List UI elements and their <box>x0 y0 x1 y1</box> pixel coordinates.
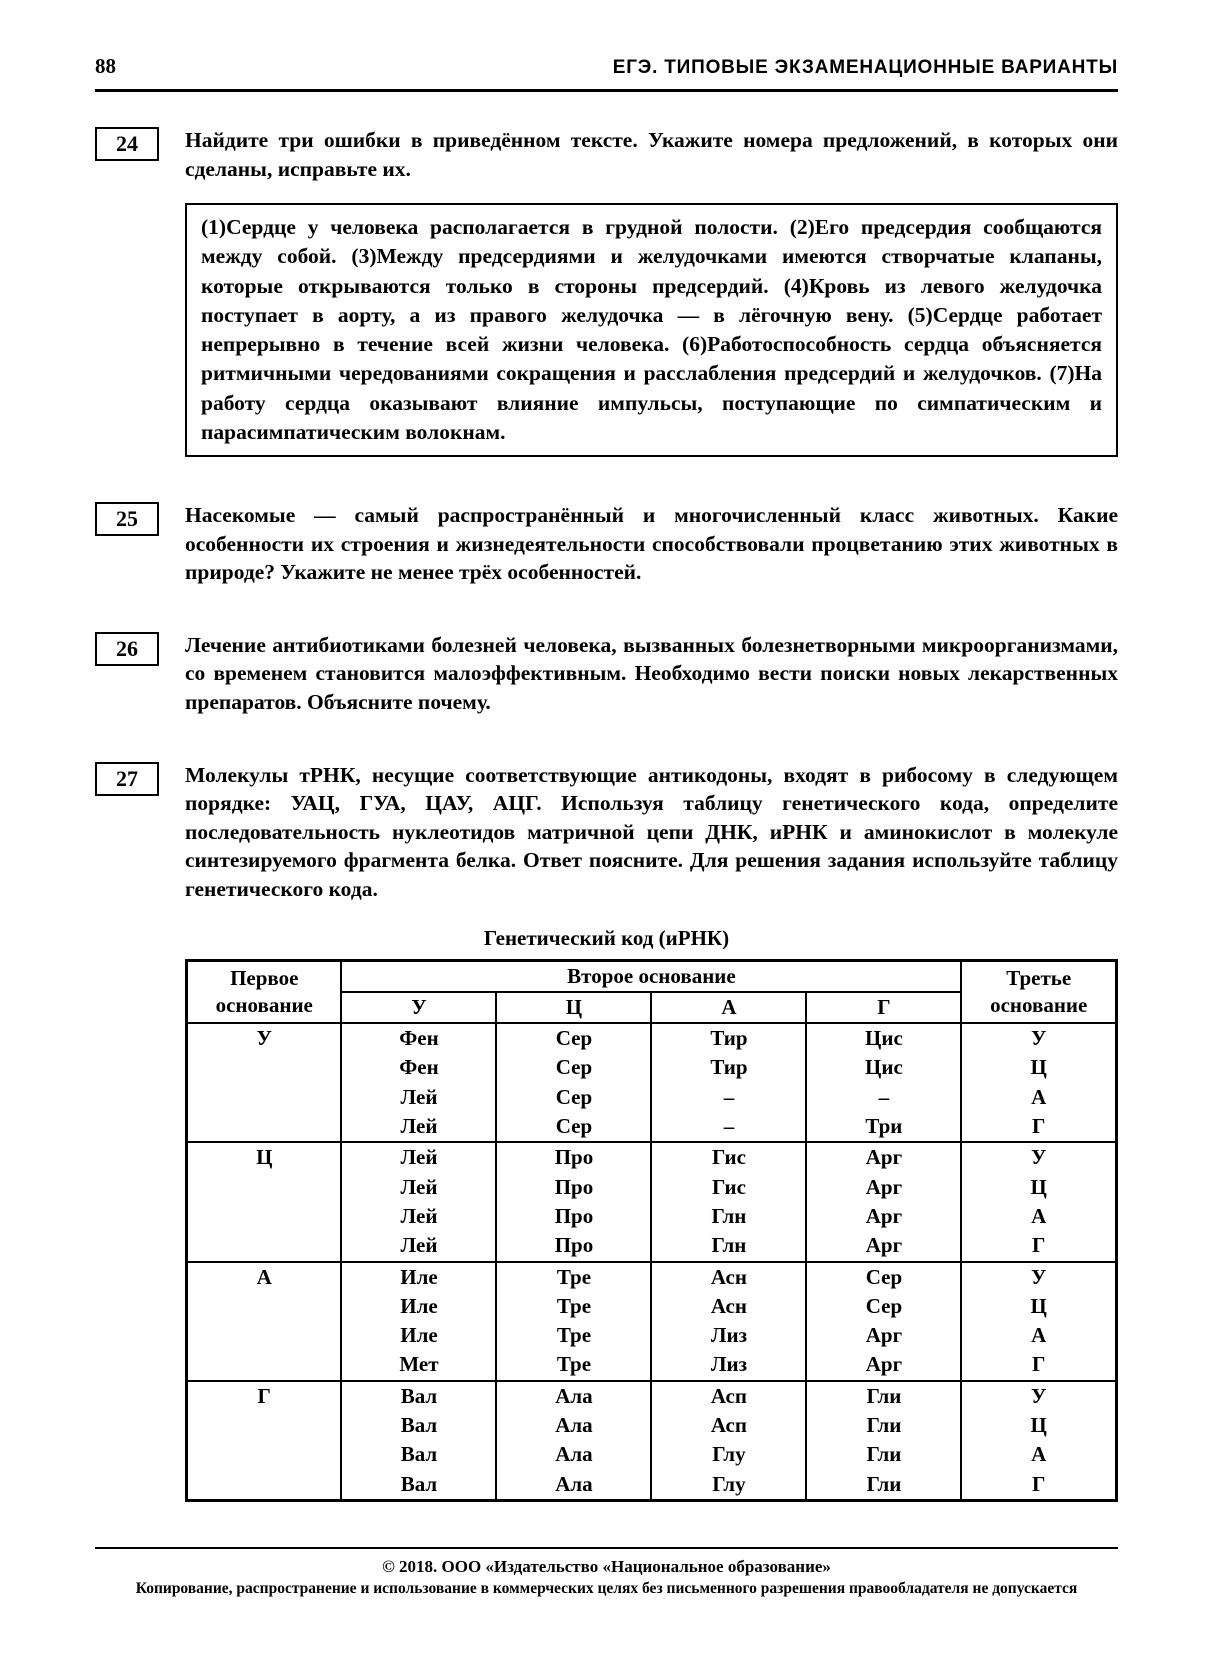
table-cell: Тре <box>496 1262 651 1292</box>
table-cell: – <box>806 1083 961 1112</box>
table-row <box>187 1142 1117 1172</box>
table-cell: А <box>961 1440 1116 1469</box>
question-24-passage-box: (1)Сердце у человека располагается в грудной полости. (2)Его предсердия сообщаются между собой. (3)Между предсердиями и желудочками имеются створчатые клапаны, которые открываются только в стороны предсердий. (4)Кровь из левого желудочка поступает в аорту, а из правого желудочка — в лёгочную вену. (5)Сердце работает непрерывно в течение всей жизни человека. (6)Работоспособность сердца объясняется ритмичными чередованиями сокращения и расслабления предсердий и желудочков. (7)На работу сердца оказывают влияние импульсы, поступающие по симпатическим и парасимпатическим волокнам. <box>185 203 1118 457</box>
table-row <box>187 1262 1117 1292</box>
table-cell: А <box>961 1321 1116 1350</box>
table-cell: Гли <box>806 1470 961 1501</box>
table-cell: Гис <box>651 1142 806 1172</box>
table-cell: Ц <box>961 1173 1116 1202</box>
table-cell: Асн <box>651 1292 806 1321</box>
running-head-title: ЕГЭ. ТИПОВЫЕ ЭКЗАМЕНАЦИОННЫЕ ВАРИАНТЫ <box>612 57 1118 78</box>
table-cell: Вал <box>341 1381 496 1411</box>
table-cell: Сер <box>806 1292 961 1321</box>
table-cell: Ала <box>496 1411 651 1440</box>
question-27-number-box: 27 <box>95 762 159 796</box>
table-cell: У <box>961 1023 1116 1053</box>
table-cell: Иле <box>341 1262 496 1292</box>
table-cell: Тир <box>651 1023 806 1053</box>
table-cell: Лиз <box>651 1321 806 1350</box>
first-base-cell: Г <box>187 1381 342 1501</box>
second-base-column-G: Г <box>806 992 961 1023</box>
table-cell: Иле <box>341 1292 496 1321</box>
table-cell: Лей <box>341 1083 496 1112</box>
table-cell: Арг <box>806 1142 961 1172</box>
table-cell: Про <box>496 1231 651 1261</box>
table-cell: Асн <box>651 1262 806 1292</box>
table-cell: Фен <box>341 1053 496 1082</box>
question-24-number-box: 24 <box>95 127 159 161</box>
table-cell: Сер <box>496 1112 651 1142</box>
table-cell: Асп <box>651 1411 806 1440</box>
table-cell: Про <box>496 1173 651 1202</box>
table-cell: Фен <box>341 1023 496 1053</box>
table-cell: Вал <box>341 1440 496 1469</box>
table-cell: А <box>961 1083 1116 1112</box>
table-cell: Гли <box>806 1440 961 1469</box>
question-26 <box>95 631 1118 717</box>
first-base-cell: Ц <box>187 1142 342 1261</box>
header-third-base: Третье основание <box>961 960 1116 1023</box>
table-cell: Арг <box>806 1350 961 1380</box>
table-header-row-1 <box>187 960 1117 992</box>
table-group-G <box>187 1381 1117 1501</box>
table-cell: Цис <box>806 1023 961 1053</box>
table-cell: Глу <box>651 1440 806 1469</box>
second-base-column-A: А <box>651 992 806 1023</box>
table-cell: Гли <box>806 1381 961 1411</box>
table-cell: У <box>961 1142 1116 1172</box>
table-cell: Цис <box>806 1053 961 1082</box>
table-row <box>187 1381 1117 1411</box>
table-cell: Г <box>961 1350 1116 1380</box>
table-cell: Г <box>961 1112 1116 1142</box>
table-cell: Лей <box>341 1112 496 1142</box>
question-24 <box>95 126 1118 183</box>
table-group-A <box>187 1262 1117 1381</box>
table-cell: Вал <box>341 1411 496 1440</box>
question-27-text: Молекулы тРНК, несущие соответствующие антикодоны, входят в рибосому в следующем порядке: УАЦ, ГУА, ЦАУ, АЦГ. Используя таблицу генетического кода, определите последовательность нуклеотидов матричной цепи ДНК, иРНК и аминокислот в молекуле синтезируемого фрагмента белка. Ответ поясните. Для решения задания используйте таблицу генетического кода. <box>185 762 1118 901</box>
first-base-cell: У <box>187 1023 342 1142</box>
table-cell: У <box>961 1381 1116 1411</box>
table-cell: Сер <box>496 1083 651 1112</box>
page-number: 88 <box>95 54 116 78</box>
table-cell: А <box>961 1202 1116 1231</box>
table-cell: Гис <box>651 1173 806 1202</box>
header-first-base: Первое основание <box>187 960 342 1023</box>
table-cell: Вал <box>341 1470 496 1501</box>
table-cell: Глу <box>651 1470 806 1501</box>
table-cell: Сер <box>496 1053 651 1082</box>
second-base-column-U: У <box>341 992 496 1023</box>
table-cell: – <box>651 1083 806 1112</box>
table-cell: Ц <box>961 1053 1116 1082</box>
genetic-table-header <box>187 960 1117 1023</box>
table-cell: Арг <box>806 1321 961 1350</box>
table-cell: Асп <box>651 1381 806 1411</box>
genetic-code-table <box>185 959 1118 1502</box>
table-cell: Арг <box>806 1202 961 1231</box>
table-cell: Гли <box>806 1411 961 1440</box>
question-24-text: Найдите три ошибки в приведённом тексте. Укажите номера предложений, в которых они сделаны, исправьте их. <box>185 128 1118 181</box>
question-26-text: Лечение антибиотиками болезней человека, вызванных болезнетворными микроорганизмами, со временем становится малоэффективным. Необходимо вести поиски новых лекарственных препаратов. Объясните почему. <box>185 632 1118 715</box>
question-25-number-box: 25 <box>95 502 159 536</box>
table-cell: Сер <box>806 1262 961 1292</box>
table-cell: У <box>961 1262 1116 1292</box>
table-cell: Тре <box>496 1350 651 1380</box>
table-cell: Про <box>496 1202 651 1231</box>
table-cell: Иле <box>341 1321 496 1350</box>
table-cell: Ц <box>961 1411 1116 1440</box>
question-25-text: Насекомые — самый распространённый и многочисленный класс животных. Какие особенности их строения и жизнедеятельности способствовали процветанию этих животных в природе? Укажите не менее трёх особенностей. <box>185 503 1118 585</box>
table-cell: Ала <box>496 1381 651 1411</box>
page-header <box>95 54 1118 92</box>
table-cell: Сер <box>496 1023 651 1053</box>
table-cell: Ала <box>496 1440 651 1469</box>
table-cell: Мет <box>341 1350 496 1380</box>
header-second-base: Второе основание <box>341 960 961 992</box>
table-cell: Арг <box>806 1231 961 1261</box>
table-cell: Тре <box>496 1292 651 1321</box>
table-cell: – <box>651 1112 806 1142</box>
table-cell: Г <box>961 1231 1116 1261</box>
question-25 <box>95 501 1118 587</box>
table-cell: Три <box>806 1112 961 1142</box>
second-base-column-C: Ц <box>496 992 651 1023</box>
table-cell: Тре <box>496 1321 651 1350</box>
table-row <box>187 1023 1117 1053</box>
table-cell: Лей <box>341 1173 496 1202</box>
question-27 <box>95 761 1118 904</box>
table-cell: Тир <box>651 1053 806 1082</box>
copyright-line: © 2018. ООО «Издательство «Национальное образование» <box>382 1557 831 1576</box>
table-cell: Глн <box>651 1231 806 1261</box>
question-26-number-box: 26 <box>95 632 159 666</box>
table-group-C <box>187 1142 1117 1261</box>
copyright-notice: Копирование, распространение и использование в коммерческих целях без письменного разрешения правообладателя не допускается <box>135 1580 1078 1597</box>
table-cell: Лей <box>341 1231 496 1261</box>
table-cell: Про <box>496 1142 651 1172</box>
table-cell: Лей <box>341 1142 496 1172</box>
table-cell: Ц <box>961 1292 1116 1321</box>
genetic-table-title: Генетический код (иРНК) <box>483 925 730 950</box>
table-cell: Лей <box>341 1202 496 1231</box>
first-base-cell: А <box>187 1262 342 1381</box>
table-cell: Глн <box>651 1202 806 1231</box>
page-footer <box>95 1547 1118 1598</box>
table-group-U <box>187 1023 1117 1142</box>
table-cell: Лиз <box>651 1350 806 1380</box>
table-cell: Арг <box>806 1173 961 1202</box>
table-cell: Г <box>961 1470 1116 1501</box>
table-cell: Ала <box>496 1470 651 1501</box>
